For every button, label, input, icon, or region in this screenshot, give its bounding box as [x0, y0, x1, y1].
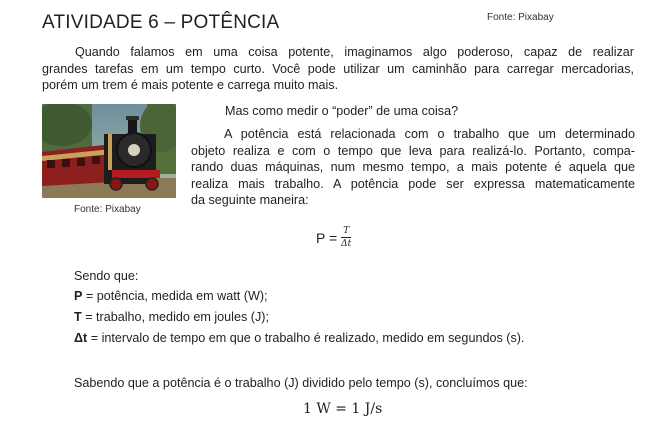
definition-symbol: P: [74, 289, 83, 303]
power-paragraph: [191, 126, 635, 209]
definition-text: = potência, medida em watt (W);: [82, 289, 268, 303]
intro-line: porém um trem é mais potente e carrega muito mais.: [42, 78, 339, 93]
power-line: A potência está relacionada com o trabalho que um determinado: [224, 127, 635, 141]
power-line: objeto realiza e com o tempo que leva para realizá-lo. Portanto, compa-: [191, 143, 635, 158]
intro-line: Quando falamos em uma coisa potente, imaginamos algo poderoso, capaz de realizar: [75, 45, 634, 59]
unit-formula: 1 W = 1 J/s: [303, 401, 383, 417]
image-source-caption: Fonte: Pixabay: [74, 204, 141, 215]
sendo-que-label: Sendo que:: [74, 269, 139, 283]
power-line: realiza mais trabalho. A potência pode ser expressa matematicamente: [191, 176, 635, 191]
definition-symbol: T: [74, 310, 82, 324]
power-line: da seguinte maneira:: [191, 193, 309, 208]
page-title: ATIVIDADE 6 – POTÊNCIA: [42, 12, 280, 33]
formula-lhs: P =: [316, 229, 338, 246]
intro-line: grandes tarefas em um tempo curto. Você pode utilizar um caminhão para carregar mercadorias,: [42, 61, 634, 76]
definition-symbol: Δt: [74, 331, 88, 345]
definition-power: [74, 288, 268, 305]
definition-text: = intervalo de tempo em que o trabalho é realizado, medido em segundos (s).: [87, 331, 525, 345]
formula-denominator: Δt: [341, 239, 352, 249]
question-line: Mas como medir o “poder” de uma coisa?: [225, 104, 459, 118]
definition-time: [74, 330, 524, 347]
definition-work: [74, 309, 269, 326]
source-caption-top: Fonte: Pixabay: [487, 12, 554, 23]
steam-locomotive-icon: [42, 104, 176, 198]
formula-numerator: T: [343, 226, 350, 236]
power-line: rando duas máquinas, num mesmo tempo, a mais potente é aquela que: [191, 160, 635, 175]
intro-paragraph: [42, 44, 634, 94]
conclusion-text: Sabendo que a potência é o trabalho (J) dividido pelo tempo (s), concluímos que:: [74, 376, 528, 390]
definition-text: = trabalho, medido em joules (J);: [81, 310, 269, 324]
power-formula: [316, 226, 351, 249]
formula-fraction: [341, 226, 351, 249]
